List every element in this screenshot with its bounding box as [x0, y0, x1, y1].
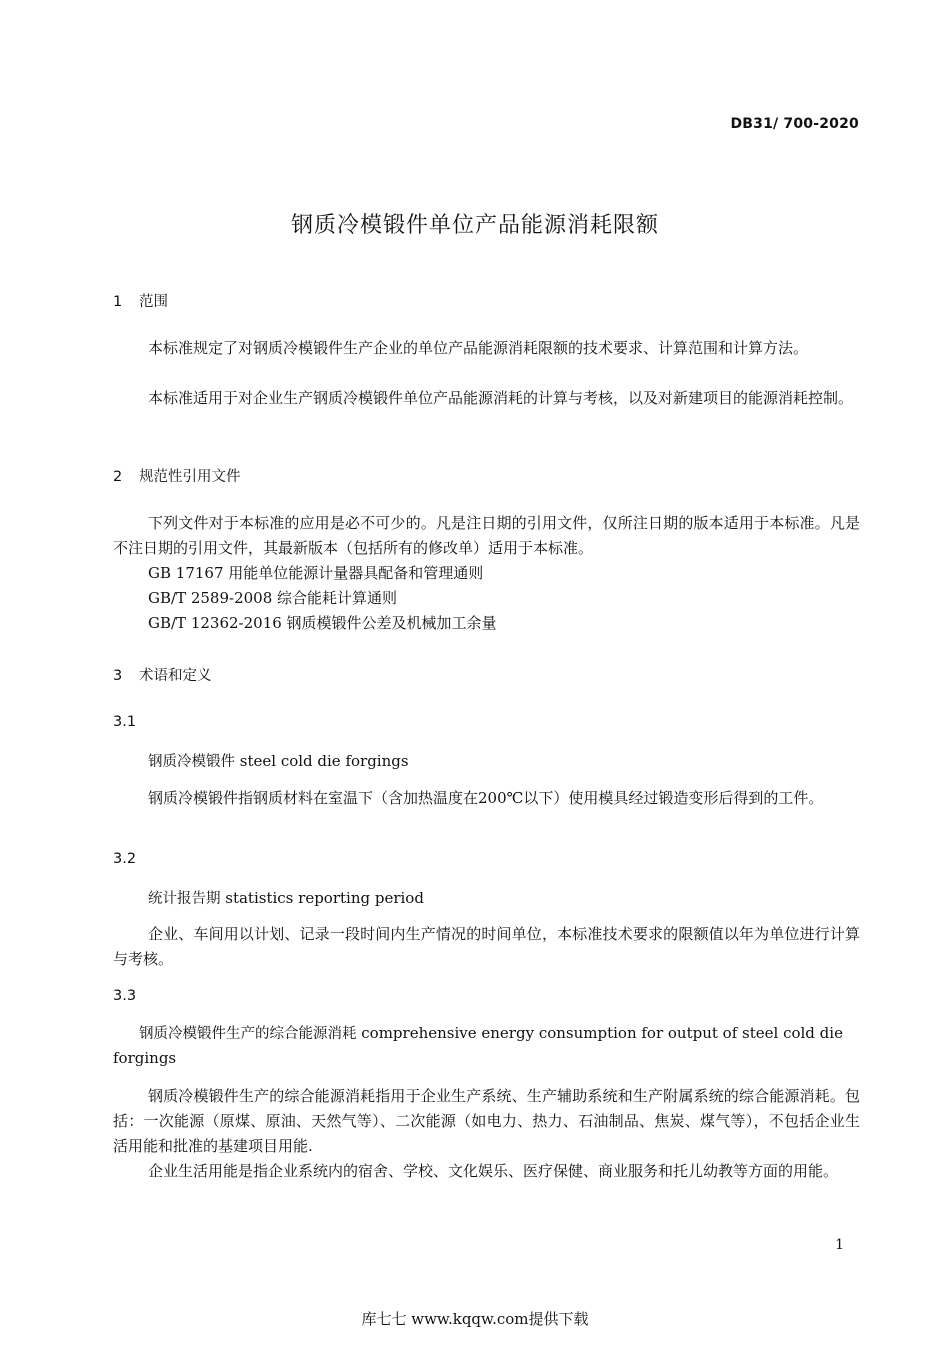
term-en: steel cold die forgings: [235, 752, 409, 770]
term-3-3-definition-2: 企业生活用能是指企业系统内的宿舍、学校、文化娱乐、医疗保健、商业服务和托儿幼教等方面的用能。: [148, 1162, 839, 1180]
section-2-heading: [113, 465, 241, 486]
term-zh: 钢质冷模锻件: [148, 754, 235, 770]
term-3-3-definition-1: 钢质冷模锻件生产的综合能源消耗指用于企业生产系统、生产辅助系统和生产附属系统的综合能源消耗。包括：一次能源（原煤、原油、天然气等）、二次能源（如电力、热力、石油制品、焦炭、煤气等），不包括企业生活用能和批准的基建项目用能.: [113, 1087, 860, 1155]
term-3-3-title-continued: forgings: [113, 1049, 177, 1067]
section-2-paragraph-1: 下列文件对于本标准的应用是必不可少的。凡是注日期的引用文件，仅所注日期的版本适用于本标准。凡是不注日期的引用文件，其最新版本（包括所有的修改单）适用于本标准。: [113, 514, 860, 557]
term-3-3-title: [139, 1021, 859, 1047]
term-3-2-title: [148, 887, 424, 908]
term-3-1-title: [148, 750, 409, 771]
term-3-2-number: 3.2: [113, 851, 137, 867]
term-3-1-number: 3.1: [113, 714, 137, 730]
section-title: 规范性引用文件: [139, 469, 241, 485]
reference-gb-17167: GB 17167 用能单位能源计量器具配备和管理通则: [148, 564, 484, 582]
term-3-3-number: 3.3: [113, 988, 137, 1004]
section-1-paragraph-2: 本标准适用于对企业生产钢质冷模锻件单位产品能源消耗的计算与考核，以及对新建项目的能源消耗控制。: [148, 389, 854, 407]
section-3-heading: [113, 664, 212, 685]
section-1-paragraph-1: 本标准规定了对钢质冷模锻件生产企业的单位产品能源消耗限额的技术要求、计算范围和计算方法。: [148, 339, 809, 357]
footer-watermark: 库七七 www.kqqw.com提供下载: [361, 1310, 589, 1328]
document-code: DB31/ 700-2020: [730, 116, 859, 132]
section-title: 术语和定义: [139, 668, 212, 684]
term-en: comprehensive energy consumption for output of steel cold die: [356, 1024, 843, 1042]
reference-gbt-2589: GB/T 2589-2008 综合能耗计算通则: [148, 589, 398, 607]
term-zh: 钢质冷模锻件生产的综合能源消耗: [139, 1026, 357, 1042]
section-number: 3: [113, 668, 123, 684]
section-number: 1: [113, 294, 123, 310]
page-title: 钢质冷模锻件单位产品能源消耗限额: [290, 213, 659, 238]
term-en: statistics reporting period: [220, 889, 424, 907]
reference-gbt-12362: GB/T 12362-2016 钢质模锻件公差及机械加工余量: [148, 614, 497, 632]
section-1-heading: [113, 290, 168, 311]
page-number: 1: [835, 1237, 844, 1253]
term-3-1-definition: 钢质冷模锻件指钢质材料在室温下（含加热温度在200℃以下）使用模具经过锻造变形后得到的工件。: [148, 789, 824, 807]
section-title: 范围: [139, 294, 168, 310]
section-number: 2: [113, 469, 123, 485]
term-3-2-definition: 企业、车间用以计划、记录一段时间内生产情况的时间单位，本标准技术要求的限额值以年为单位进行计算与考核。: [113, 925, 860, 968]
term-zh: 统计报告期: [148, 891, 221, 907]
